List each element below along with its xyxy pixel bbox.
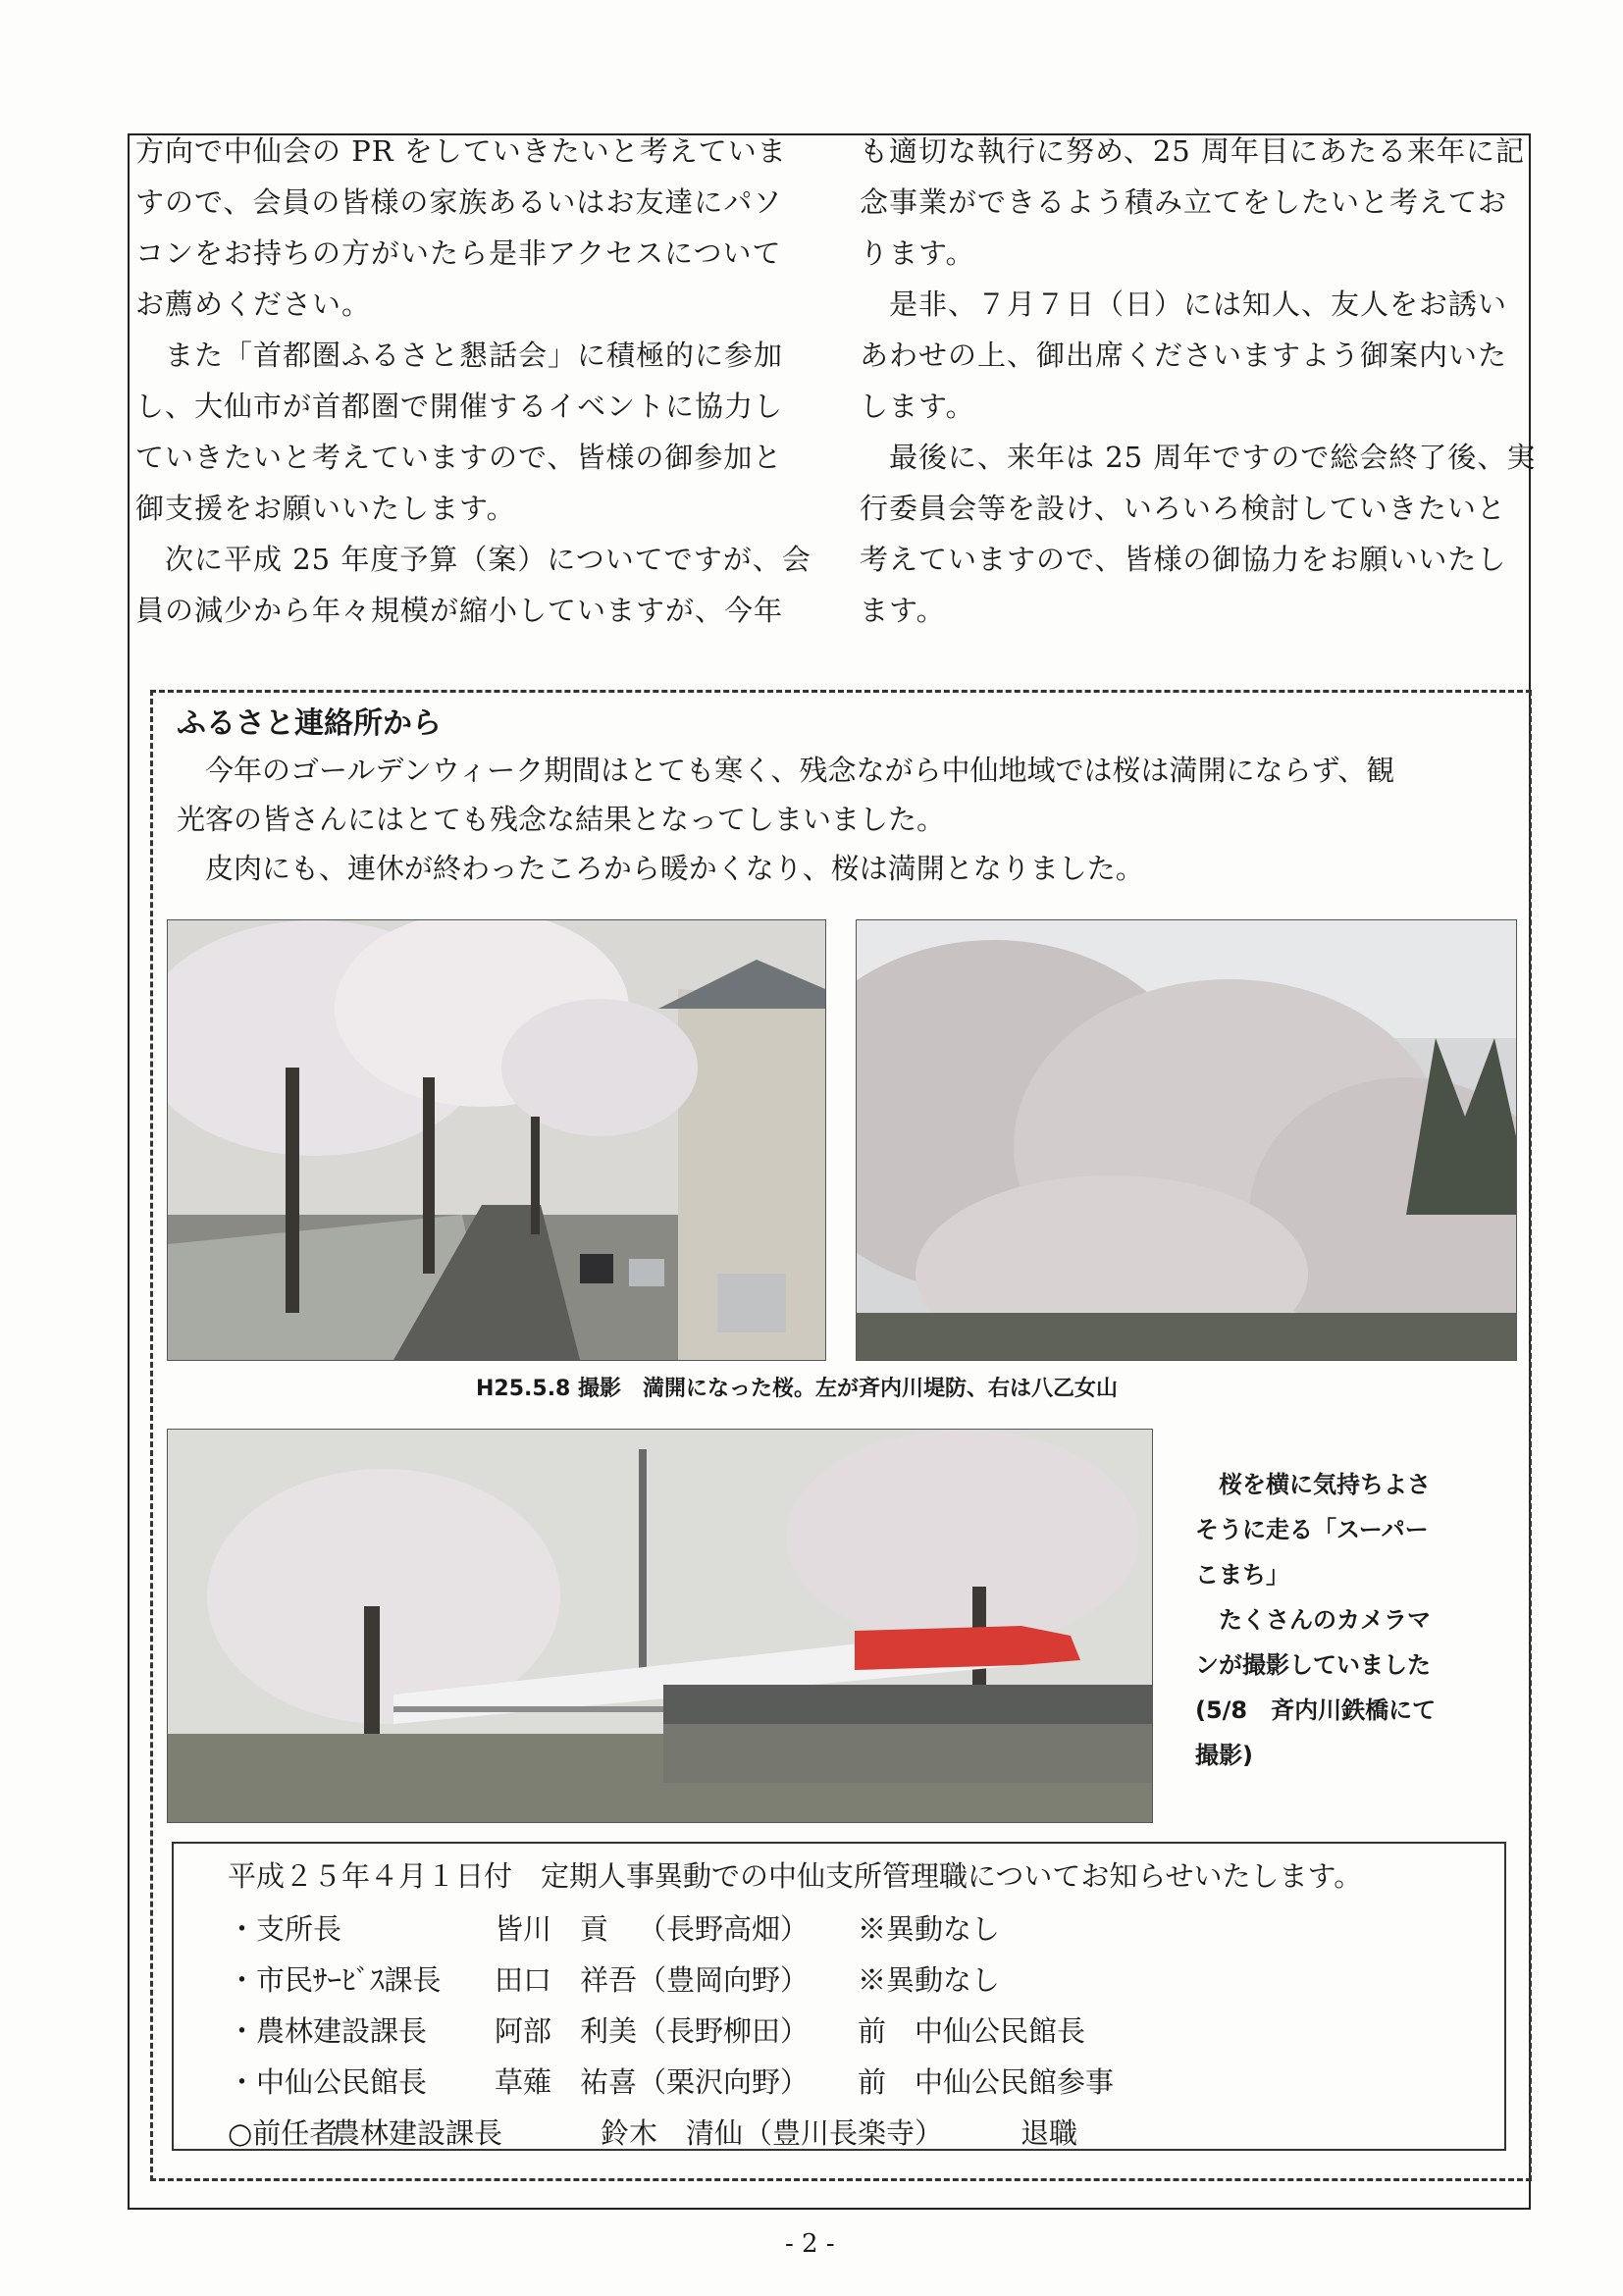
- side-caption-line: (5/8 斉内川鉄橋にて: [1195, 1696, 1437, 1724]
- row-origin: （長野高畑）: [638, 1912, 810, 1946]
- row-title: ・中仙公民館長: [228, 2065, 428, 2099]
- predecessor-note: 退職: [1021, 2116, 1078, 2150]
- predecessor-origin: （豊川長楽寺）: [744, 2116, 944, 2150]
- right-line: ります。: [860, 236, 975, 270]
- row-title: ・市民ｻｰﾋﾞｽ課長: [228, 1963, 442, 1997]
- side-caption-line: たくさんのカメラマ: [1195, 1606, 1431, 1634]
- row-title: ・農林建設課長: [228, 2014, 428, 2048]
- photo-super-komachi-train: [167, 1429, 1153, 1823]
- row-name: 皆川 貢: [495, 1912, 609, 1946]
- right-line: 念事業ができるよう積み立てをしたいと考えてお: [860, 185, 1508, 219]
- left-line: コンをお持ちの方がいたら是非アクセスについて: [135, 236, 782, 270]
- right-line: 考えていますので、皆様の御協力をお願いいたし: [860, 543, 1507, 576]
- row-origin: （栗沢向野）: [638, 2065, 810, 2099]
- section-intro: [177, 746, 1511, 893]
- intro-line: 光客の皆さんにはとても残念な結果となってしまいました。: [177, 803, 946, 836]
- left-line: 次に平成 25 年度予算（案）についてですが、会: [135, 543, 812, 576]
- side-caption-line: 桜を横に気持ちよさ: [1195, 1471, 1431, 1498]
- left-line: また「首都圏ふるさと懇話会」に積極的に参加: [135, 339, 784, 372]
- row-name: 草薙 祐喜: [495, 2065, 638, 2099]
- predecessor-name: 鈴木 清仙: [601, 2116, 744, 2150]
- side-caption-line: こまち」: [1195, 1561, 1289, 1589]
- train-side-caption: [1195, 1462, 1490, 1778]
- right-line: 行委員会等を設け、いろいろ検討していきたいと: [860, 492, 1506, 525]
- row-note: 前 中仙公民館長: [858, 2014, 1086, 2048]
- left-line: お薦めください。: [135, 287, 372, 321]
- right-line: も適切な執行に努め、25 周年目にあたる来年に記: [860, 134, 1525, 168]
- predecessor-label: ○前任者: [228, 2116, 339, 2150]
- photo-caption: H25.5.8 撮影 満開になった桜。左が斉内川堤防、右は八乙女山: [476, 1377, 1119, 1401]
- intro-line: 皮肉にも、連休が終わったころから暖かくなり、桜は満開となりました。: [177, 852, 1144, 885]
- right-line: 是非、７月７日（日）には知人、友人をお誘い: [860, 287, 1508, 321]
- right-line: します。: [860, 390, 975, 423]
- right-line: ます。: [860, 594, 946, 627]
- left-line: 員の減少から年々規模が縮小していますが、今年: [135, 594, 784, 627]
- row-origin: （長野柳田）: [638, 2014, 810, 2048]
- side-caption-line: そうに走る「スーパー: [1195, 1516, 1429, 1543]
- left-line: 方向で中仙会の PR をしていきたいと考えていま: [135, 134, 787, 168]
- row-name: 阿部 利美: [495, 2014, 638, 2048]
- row-note: ※異動なし: [858, 1912, 1001, 1946]
- right-line: あわせの上、御出席くださいますよう御案内いた: [860, 339, 1508, 372]
- notice-heading: 平成２５年４月１日付 定期人事異動での中仙支所管理職についてお知らせいたします。: [228, 1859, 1363, 1893]
- row-note: ※異動なし: [858, 1963, 1001, 1997]
- left-line: し、大仙市が首都圏で開催するイベントに協力し: [135, 390, 784, 423]
- left-column: [135, 126, 822, 636]
- row-name: 田口 祥吾: [495, 1963, 638, 1997]
- side-caption-line: 撮影): [1195, 1742, 1253, 1769]
- left-line: ていきたいと考えていますので、皆様の御参加と: [135, 441, 783, 474]
- row-note: 前 中仙公民館参事: [858, 2065, 1115, 2099]
- row-origin: （豊岡向野）: [638, 1963, 810, 1997]
- left-line: 御支援をお願いいたします。: [135, 492, 516, 525]
- photo-yaotome-mountain: [856, 919, 1517, 1361]
- right-line: 最後に、来年は 25 周年ですので総会終了後、実: [860, 441, 1537, 474]
- predecessor-title: 農林建設課長: [332, 2116, 503, 2150]
- left-line: すので、会員の皆様の家族あるいはお友達にパソ: [135, 185, 783, 219]
- right-column: [860, 126, 1546, 636]
- side-caption-line: ンが撮影していました: [1195, 1651, 1431, 1679]
- photo-embankment-cherry: [167, 919, 826, 1361]
- section-title: ふるさと連絡所から: [177, 706, 442, 741]
- row-title: ・支所長: [228, 1912, 342, 1946]
- page-number: - 2 -: [785, 2229, 835, 2259]
- intro-line: 今年のゴールデンウィーク期間はとても寒く、残念ながら中仙地域では桜は満開にならず、観: [177, 754, 1395, 787]
